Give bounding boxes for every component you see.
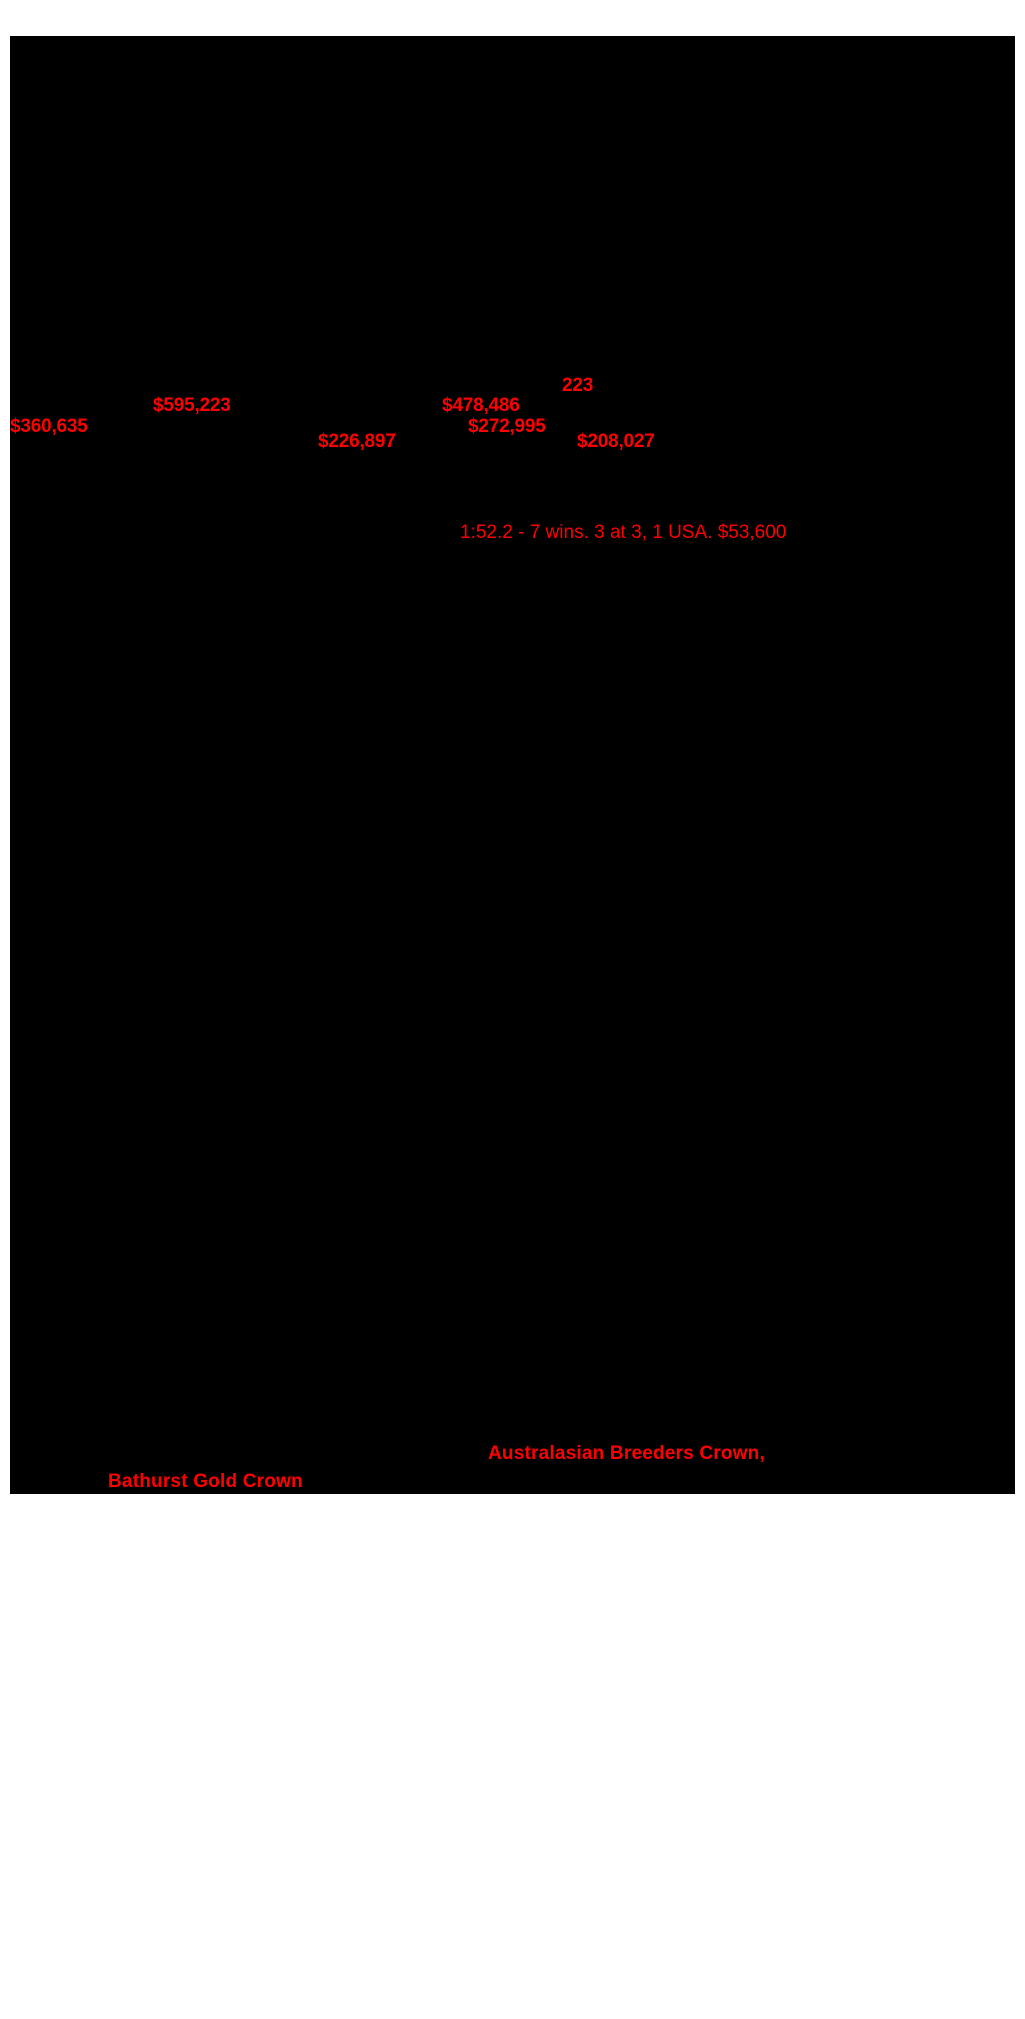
earnings-amount: $478,486 xyxy=(442,395,520,416)
earnings-amount: $226,897 xyxy=(318,431,396,452)
earnings-amount: $595,223 xyxy=(153,395,231,416)
race-name-bathurst-gold-crown: Bathurst Gold Crown xyxy=(108,1471,303,1492)
earnings-amount: $360,635 xyxy=(10,416,88,437)
race-record-note: 1:52.2 - 7 wins. 3 at 3, 1 USA. $53,600 xyxy=(460,522,787,543)
earnings-amount: 223 xyxy=(562,375,594,396)
earnings-amount: $272,995 xyxy=(468,416,546,437)
earnings-amount: $208,027 xyxy=(577,431,655,452)
document-page xyxy=(10,36,1015,1494)
race-name-australasian-breeders-crown: Australasian Breeders Crown, xyxy=(488,1443,765,1464)
